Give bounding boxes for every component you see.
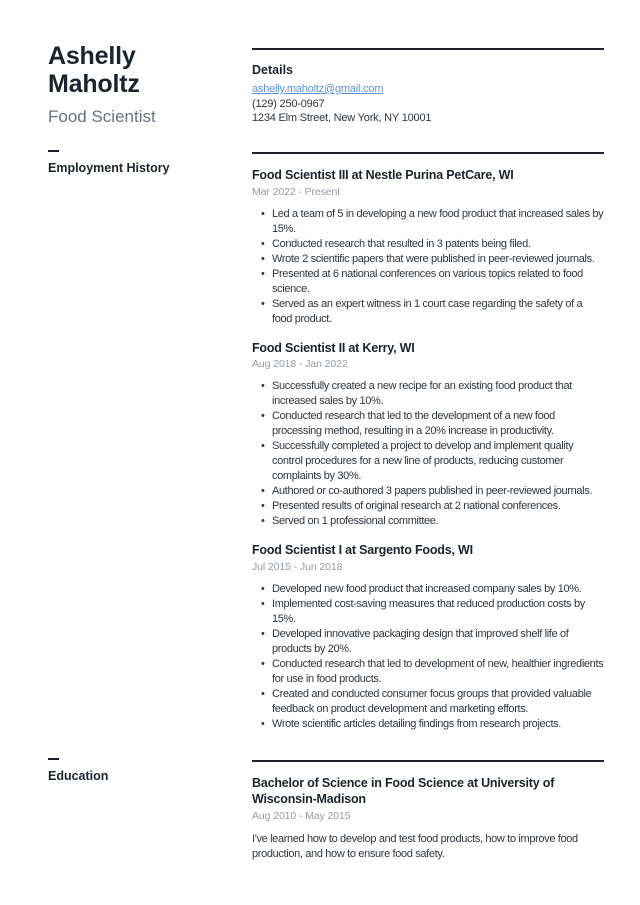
details-heading: Details: [252, 63, 293, 77]
bullet-item: • Conducted research that resulted in 3 patents being filed.: [272, 237, 604, 252]
job-bullets: [252, 582, 604, 732]
job-entry: [252, 340, 604, 530]
employment-entries: [252, 150, 604, 732]
degree-title: Bachelor of Science in Food Science at University of Wisconsin-Madison: [252, 775, 555, 806]
job-title: Food Scientist II at Kerry, WI: [252, 340, 415, 355]
identity-block: [48, 42, 252, 128]
job-bullets: [252, 207, 604, 327]
bullet-item: • Authored or co-authored 3 papers published in peer-reviewed journals.: [272, 484, 604, 499]
bullet-item: • Created and conducted consumer focus groups that provided valuable feedback on product development and marketing efforts.: [272, 687, 604, 717]
bullet-item: • Conducted research that led to development of new, healthier ingredients for use in food products.: [272, 657, 604, 687]
job-title: Food Scientist III at Nestle Purina PetCare, WI: [252, 168, 514, 182]
bullet-item: • Served as an expert witness in 1 court case regarding the safety of a food product.: [272, 297, 604, 327]
section-rule: [252, 152, 604, 154]
education-description: I've learned how to develop and test food products, how to improve food production, and how to ensure food safety.: [252, 832, 578, 860]
job-dates: Mar 2022 - Present: [252, 185, 341, 198]
phone-number: (129) 250-0967: [252, 97, 325, 110]
bullet-item: • Successfully created a new recipe for an existing food product that increased sales by 10%.: [272, 379, 604, 409]
section-label-education: Education: [48, 768, 109, 783]
section-label-employment: Employment History: [48, 161, 170, 175]
bullet-item: • Presented at 6 national conferences on various topics related to food science.: [272, 267, 604, 297]
bullet-item: • Conducted research that led to the development of a new food processing method, resulting in a 20% increase in productivity.: [272, 409, 604, 439]
bullet-item: • Wrote 2 scientific papers that were published in peer-reviewed journals.: [272, 252, 604, 267]
bullet-item: • Served on 1 professional committee.: [272, 514, 604, 529]
section-dash: [48, 150, 59, 152]
education-entry: [252, 758, 604, 862]
top-rule: [252, 48, 604, 50]
job-entry: [252, 167, 604, 327]
bullet-item: • Developed innovative packaging design that improved shelf life of products by 20%.: [272, 627, 604, 657]
header-row: [48, 42, 604, 128]
bullet-item: • Developed new food product that increased company sales by 10%.: [272, 582, 604, 597]
job-dates: Aug 2018 - Jan 2022: [252, 358, 348, 370]
address: 1234 Elm Street, New York, NY 10001: [252, 112, 432, 124]
section-dash: [48, 758, 59, 760]
job-title: Food Scientist I at Sargento Foods, WI: [252, 543, 473, 557]
job-dates: Jul 2015 - Jun 2018: [252, 560, 343, 573]
education-dates: Aug 2010 - May 2015: [252, 809, 351, 822]
bullet-item: • Presented results of original research at 2 national conferences.: [272, 499, 604, 514]
job-entry: [252, 542, 604, 732]
bullet-item: • Wrote scientific articles detailing findings from research projects.: [272, 717, 604, 732]
employment-section: [48, 150, 604, 732]
email-row: [252, 82, 604, 97]
education-label-block: [48, 758, 252, 862]
email-link[interactable]: ashelly.maholtz@gmail.com: [252, 83, 384, 95]
person-name: Ashelly Maholtz: [48, 42, 140, 98]
education-section: [48, 758, 604, 862]
bullet-item: • Implemented cost-saving measures that reduced production costs by 15%.: [272, 597, 604, 627]
person-title: Food Scientist: [48, 107, 156, 126]
employment-label-block: [48, 150, 252, 732]
bullet-item: • Successfully completed a project to develop and implement quality control procedures for a new line of products, reducing customer complaints by 30%.: [272, 439, 604, 484]
bullet-item: • Led a team of 5 in developing a new food product that increased sales by 15%.: [272, 207, 604, 237]
section-rule: [252, 760, 604, 762]
details-block: [252, 42, 604, 128]
job-bullets: [252, 379, 604, 529]
